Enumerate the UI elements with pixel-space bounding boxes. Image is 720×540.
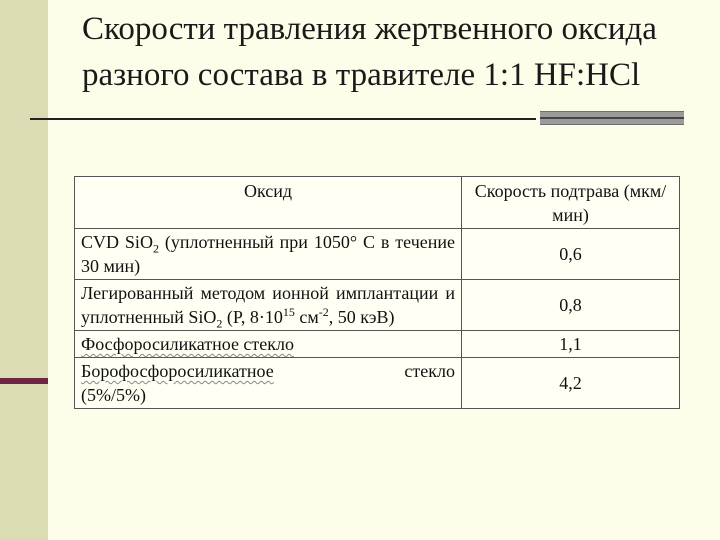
oxide-cell: Борофосфоросиликатное стекло (5%/5%) xyxy=(75,358,462,409)
table-row xyxy=(75,358,680,409)
title-underline xyxy=(30,118,536,120)
rate-cell: 4,2 xyxy=(462,358,680,409)
oxide-cell: CVD SiO$_2$ (уплотненный при 1050° С в течение 30 мин) xyxy=(75,229,462,280)
oxide-cell: Фосфоросиликатное стекло xyxy=(75,331,462,358)
title-grey-bar xyxy=(540,111,684,125)
table-row xyxy=(75,331,680,358)
header-rate: Скорость подтрава (мкм/мин) xyxy=(462,177,680,229)
table-row xyxy=(75,280,680,331)
table-row xyxy=(75,229,680,280)
header-oxide: Оксид xyxy=(75,177,462,229)
rate-cell: 0,6 xyxy=(462,229,680,280)
slide-title: Скорости травления жертвенного оксида разного состава в травителе 1:1 HF:HCl xyxy=(82,11,657,93)
left-decor-bar xyxy=(0,0,48,540)
rate-cell: 1,1 xyxy=(462,331,680,358)
oxide-cell: Легированный методом ионной имплантации и уплотненный SiO$_2$ (P, $8\cdot 10^{15}$ $см^{-2}$, 50 кэВ) xyxy=(75,280,462,331)
etch-rate-table xyxy=(74,176,680,409)
table-header-row xyxy=(75,177,680,229)
rate-cell: 0,8 xyxy=(462,280,680,331)
left-accent-line xyxy=(0,378,48,384)
